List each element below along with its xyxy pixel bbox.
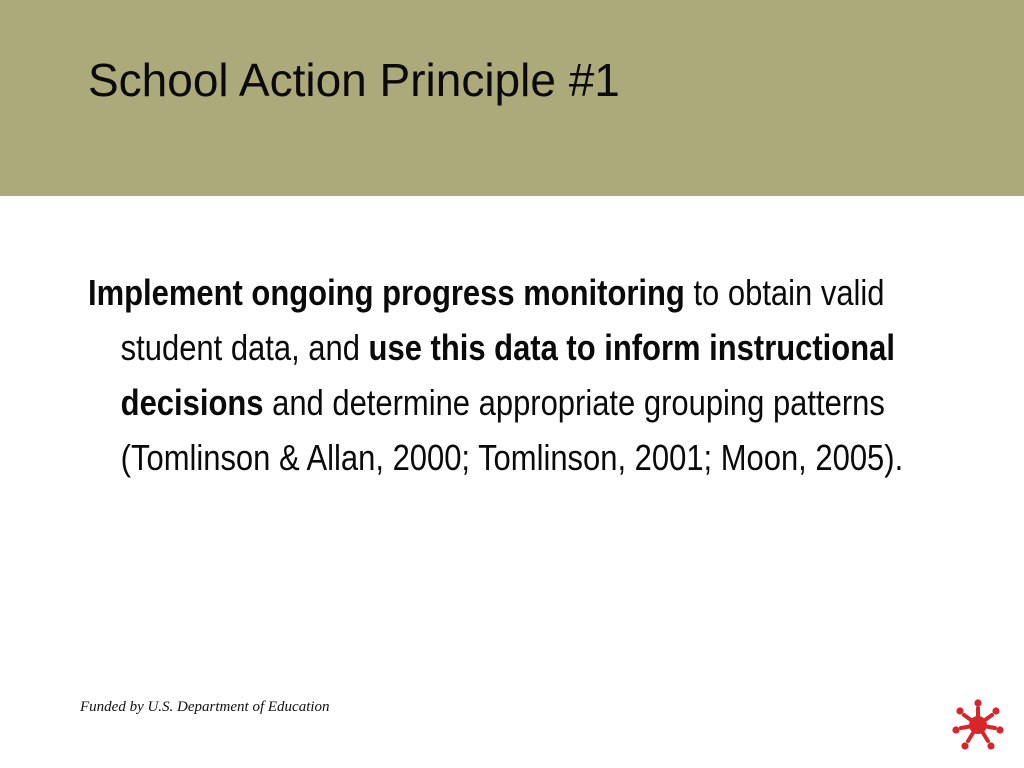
body-segment-2: to obtain valid student data, and xyxy=(120,272,885,368)
body-segment-4: and determine appropriate grouping patterns (Tomlinson & Allan, 2000; Tomlinson, 2001; Moon, 2005). xyxy=(120,382,904,478)
title-band xyxy=(0,0,1024,196)
slide-title: School Action Principle #1 xyxy=(88,54,620,106)
starburst-dots-logo-icon xyxy=(952,698,1004,750)
body-paragraph xyxy=(88,265,951,485)
body-segment-bold-3: use this data to inform instructional decisions xyxy=(120,327,895,423)
body-segment-bold-1: Implement ongoing progress monitoring xyxy=(88,272,685,313)
footer-funding-note: Funded by U.S. Department of Education xyxy=(80,699,330,715)
